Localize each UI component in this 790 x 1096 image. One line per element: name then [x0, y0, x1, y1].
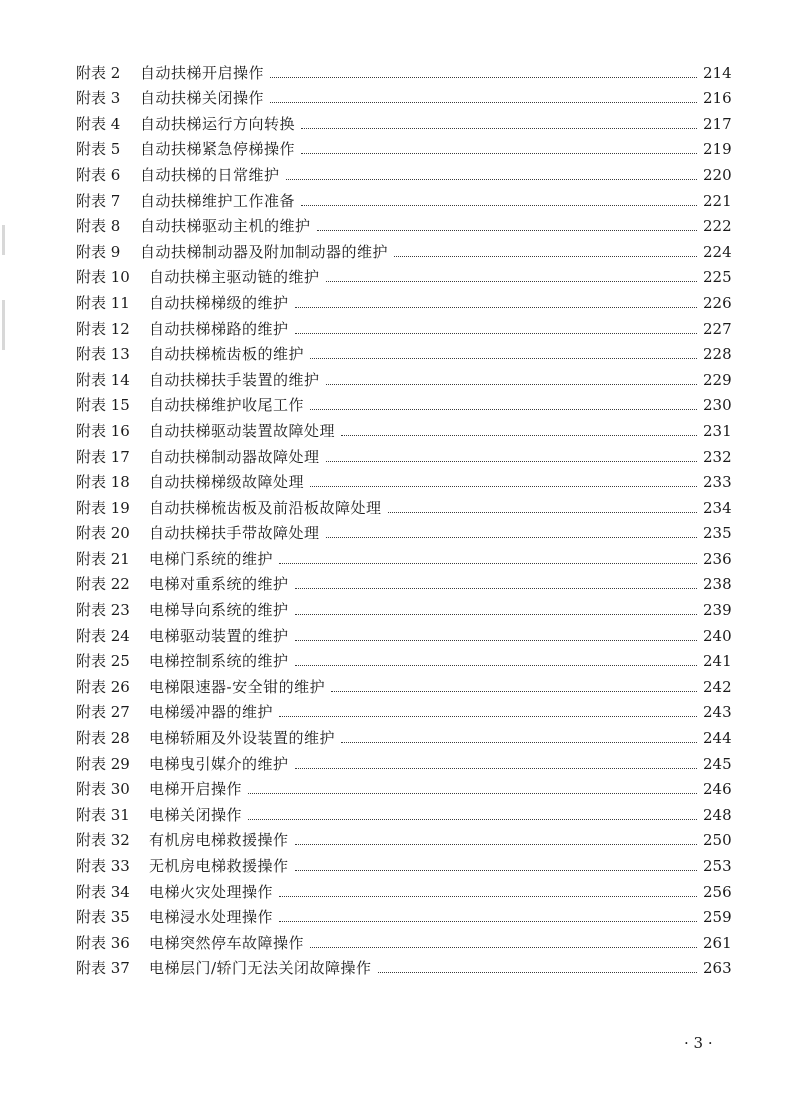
toc-entry[interactable]	[76, 720, 732, 748]
toc-entry-code: 附表 16	[76, 421, 130, 440]
toc-entry-title: 自动扶梯梯路的维护	[149, 319, 289, 338]
toc-entry-title: 自动扶梯开启操作	[140, 63, 265, 82]
toc-entry[interactable]	[76, 925, 732, 952]
toc-entry-code: 附表 34	[76, 882, 130, 901]
dot-leader	[270, 77, 697, 78]
toc-entry-title: 电梯突然停车故障操作	[149, 933, 305, 952]
toc-entry[interactable]	[76, 132, 732, 159]
toc-entry-code: 附表 15	[76, 396, 130, 415]
toc-entry[interactable]	[76, 772, 732, 799]
toc-entry-page: 259	[703, 908, 732, 927]
toc-entry-code: 附表 23	[76, 601, 130, 620]
toc-entry-title: 电梯开启操作	[149, 780, 243, 799]
dot-leader	[301, 153, 697, 154]
dot-leader	[326, 384, 697, 385]
toc-entry-code: 附表 36	[76, 933, 130, 952]
toc-entry-code: 附表 29	[76, 754, 130, 773]
dot-leader	[388, 512, 697, 513]
toc-entry-title: 自动扶梯制动器及附加制动器的维护	[140, 242, 389, 261]
toc-entry-title: 自动扶梯驱动主机的维护	[140, 217, 311, 236]
toc-entry-title: 自动扶梯运行方向转换	[140, 114, 296, 133]
toc-entry-title: 自动扶梯关闭操作	[140, 89, 265, 108]
toc-entry-page: 214	[703, 63, 732, 82]
toc-entry-code: 附表 17	[76, 447, 130, 466]
toc-entry-code: 附表 19	[76, 498, 130, 517]
dot-leader	[310, 358, 697, 359]
toc-entry-title: 电梯曳引媒介的维护	[149, 754, 289, 773]
toc-entry-code: 附表 25	[76, 652, 130, 671]
toc-entry-title: 电梯门系统的维护	[149, 549, 274, 568]
table-of-contents	[76, 55, 732, 978]
toc-entry-title: 电梯轿厢及外设装置的维护	[149, 729, 336, 748]
toc-entry-code: 附表 12	[76, 319, 130, 338]
toc-entry-page: 263	[703, 959, 732, 978]
dot-leader	[378, 972, 697, 973]
toc-entry[interactable]	[76, 362, 732, 389]
dot-leader	[279, 716, 697, 717]
dot-leader	[394, 256, 697, 257]
toc-entry[interactable]	[76, 669, 732, 696]
dot-leader	[326, 461, 697, 462]
toc-entry[interactable]	[76, 209, 732, 236]
toc-entry-page: 239	[703, 601, 732, 620]
toc-entry[interactable]	[76, 797, 732, 824]
toc-entry-title: 自动扶梯维护工作准备	[140, 191, 296, 210]
toc-entry-page: 244	[703, 729, 732, 748]
toc-entry[interactable]	[76, 106, 732, 133]
toc-entry-page: 220	[703, 165, 732, 184]
toc-entry-code: 附表 27	[76, 703, 130, 722]
toc-entry-code: 附表 18	[76, 473, 130, 492]
toc-entry-code: 附表 7	[76, 191, 121, 210]
toc-entry-code: 附表 4	[76, 114, 121, 133]
dot-leader	[295, 665, 697, 666]
dot-leader	[279, 563, 697, 564]
dot-leader	[317, 230, 697, 231]
toc-entry-title: 电梯浸水处理操作	[149, 908, 274, 927]
toc-entry-page: 240	[703, 626, 732, 645]
toc-entry-page: 227	[703, 319, 732, 338]
toc-entry-title: 电梯导向系统的维护	[149, 601, 289, 620]
toc-entry[interactable]	[76, 311, 732, 338]
dot-leader	[295, 640, 697, 641]
toc-entry-title: 自动扶梯维护收尾工作	[149, 396, 305, 415]
toc-entry-title: 自动扶梯梯级的维护	[149, 293, 289, 312]
toc-entry[interactable]	[76, 541, 732, 568]
toc-entry-page: 219	[703, 140, 732, 159]
toc-entry-code: 附表 31	[76, 805, 130, 824]
toc-entry-title: 电梯驱动装置的维护	[149, 626, 289, 645]
toc-entry-page: 228	[703, 345, 732, 364]
toc-entry-code: 附表 26	[76, 677, 130, 696]
toc-entry-code: 附表 8	[76, 217, 121, 236]
toc-entry-code: 附表 11	[76, 293, 130, 312]
toc-entry-code: 附表 9	[76, 242, 121, 261]
toc-entry-page: 231	[703, 421, 732, 440]
dot-leader	[310, 409, 697, 410]
toc-entry-code: 附表 5	[76, 140, 121, 159]
toc-entry-page: 261	[703, 933, 732, 952]
toc-entry-code: 附表 13	[76, 345, 130, 364]
toc-entry-page: 233	[703, 473, 732, 492]
toc-entry-title: 电梯控制系统的维护	[149, 652, 289, 671]
toc-entry-code: 附表 20	[76, 524, 130, 543]
toc-entry-code: 附表 37	[76, 959, 130, 978]
toc-entry[interactable]	[76, 465, 732, 492]
toc-entry-title: 自动扶梯扶手装置的维护	[149, 370, 320, 389]
toc-entry-title: 自动扶梯的日常维护	[140, 165, 280, 184]
toc-entry[interactable]	[76, 848, 732, 875]
dot-leader	[248, 819, 697, 820]
dot-leader	[341, 435, 697, 436]
toc-entry-code: 附表 2	[76, 63, 121, 82]
toc-entry[interactable]	[76, 183, 732, 210]
toc-entry-page: 238	[703, 575, 732, 594]
toc-entry-title: 电梯对重系统的维护	[149, 575, 289, 594]
toc-entry[interactable]	[76, 81, 732, 108]
toc-entry-page: 243	[703, 703, 732, 722]
toc-entry-page: 236	[703, 549, 732, 568]
toc-entry-code: 附表 30	[76, 780, 130, 799]
toc-entry-title: 电梯缓冲器的维护	[149, 703, 274, 722]
toc-entry-title: 自动扶梯主驱动链的维护	[149, 268, 320, 287]
toc-entry-code: 附表 14	[76, 370, 130, 389]
dot-leader	[295, 307, 697, 308]
toc-entry[interactable]	[76, 823, 732, 850]
toc-entry-title: 自动扶梯梯级故障处理	[149, 473, 305, 492]
toc-entry[interactable]	[76, 285, 732, 312]
toc-entry-page: 216	[703, 89, 732, 108]
toc-entry-title: 自动扶梯扶手带故障处理	[149, 524, 320, 543]
toc-entry-page: 235	[703, 524, 732, 543]
toc-entry-page: 226	[703, 293, 732, 312]
toc-entry[interactable]	[76, 388, 732, 415]
dot-leader	[248, 793, 697, 794]
toc-entry-title: 有机房电梯救援操作	[149, 831, 289, 850]
dot-leader	[301, 128, 697, 129]
dot-leader	[295, 588, 697, 589]
toc-entry-page: 221	[703, 191, 732, 210]
toc-entry-page: 242	[703, 677, 732, 696]
dot-leader	[326, 281, 697, 282]
dot-leader	[341, 742, 697, 743]
toc-entry-page: 222	[703, 217, 732, 236]
toc-entry[interactable]	[76, 567, 732, 594]
toc-entry-page: 250	[703, 831, 732, 850]
dot-leader	[295, 768, 697, 769]
toc-entry[interactable]	[76, 618, 732, 645]
scan-edge-mark	[2, 225, 5, 255]
toc-entry-code: 附表 35	[76, 908, 130, 927]
toc-entry-page: 229	[703, 370, 732, 389]
toc-entry-title: 自动扶梯梳齿板及前沿板故障处理	[149, 498, 382, 517]
toc-entry-code: 附表 21	[76, 549, 130, 568]
toc-entry[interactable]	[76, 695, 732, 722]
toc-entry-title: 电梯限速器-安全钳的维护	[149, 677, 326, 696]
toc-entry[interactable]	[76, 413, 732, 440]
dot-leader	[295, 333, 697, 334]
page-number: · 3 ·	[684, 1034, 713, 1052]
scan-edge-mark	[2, 300, 5, 350]
toc-entry-page: 234	[703, 498, 732, 517]
toc-entry-code: 附表 3	[76, 89, 121, 108]
toc-entry-page: 232	[703, 447, 732, 466]
toc-entry-page: 230	[703, 396, 732, 415]
toc-entry[interactable]	[76, 337, 732, 364]
dot-leader	[279, 921, 697, 922]
toc-entry-page: 256	[703, 882, 732, 901]
toc-entry-page: 248	[703, 805, 732, 824]
toc-entry-page: 225	[703, 268, 732, 287]
toc-entry-page: 217	[703, 114, 732, 133]
toc-entry[interactable]	[76, 516, 732, 543]
toc-entry[interactable]	[76, 490, 732, 517]
toc-entry-page: 245	[703, 754, 732, 773]
dot-leader	[295, 870, 697, 871]
toc-entry-title: 电梯火灾处理操作	[149, 882, 274, 901]
dot-leader	[295, 614, 697, 615]
dot-leader	[279, 896, 697, 897]
dot-leader	[326, 537, 697, 538]
dot-leader	[270, 102, 697, 103]
toc-entry[interactable]	[76, 592, 732, 620]
dot-leader	[295, 844, 697, 845]
dot-leader	[310, 947, 697, 948]
toc-entry-page: 241	[703, 652, 732, 671]
toc-entry[interactable]	[76, 157, 732, 184]
toc-entry-page: 224	[703, 242, 732, 261]
toc-entry-title: 自动扶梯制动器故障处理	[149, 447, 320, 466]
toc-entry-page: 253	[703, 857, 732, 875]
toc-entry-title: 电梯关闭操作	[149, 805, 243, 824]
dot-leader	[331, 691, 697, 692]
dot-leader	[310, 486, 697, 487]
toc-entry-code: 附表 10	[76, 268, 130, 287]
toc-entry-title: 电梯层门/轿门无法关闭故障操作	[149, 959, 372, 978]
toc-entry-code: 附表 6	[76, 165, 121, 184]
toc-entry[interactable]	[76, 439, 732, 466]
toc-entry[interactable]	[76, 260, 732, 287]
toc-entry[interactable]	[76, 874, 732, 901]
toc-entry-code: 附表 33	[76, 857, 130, 875]
toc-entry-title: 自动扶梯梳齿板的维护	[149, 345, 305, 364]
toc-entry-title: 自动扶梯驱动装置故障处理	[149, 421, 336, 440]
toc-entry-code: 附表 22	[76, 575, 130, 594]
dot-leader	[286, 179, 697, 180]
toc-entry-code: 附表 24	[76, 626, 130, 645]
toc-entry-title: 自动扶梯紧急停梯操作	[140, 140, 296, 159]
toc-entry-title: 无机房电梯救援操作	[149, 857, 289, 875]
toc-entry[interactable]	[76, 644, 732, 671]
toc-entry[interactable]	[76, 746, 732, 773]
toc-entry-code: 附表 28	[76, 729, 130, 748]
toc-entry-page: 246	[703, 780, 732, 799]
toc-entry[interactable]	[76, 55, 732, 82]
toc-entry[interactable]	[76, 900, 732, 927]
toc-entry[interactable]	[76, 951, 732, 978]
toc-entry[interactable]	[76, 234, 732, 261]
toc-entry-code: 附表 32	[76, 831, 130, 850]
dot-leader	[301, 205, 697, 206]
